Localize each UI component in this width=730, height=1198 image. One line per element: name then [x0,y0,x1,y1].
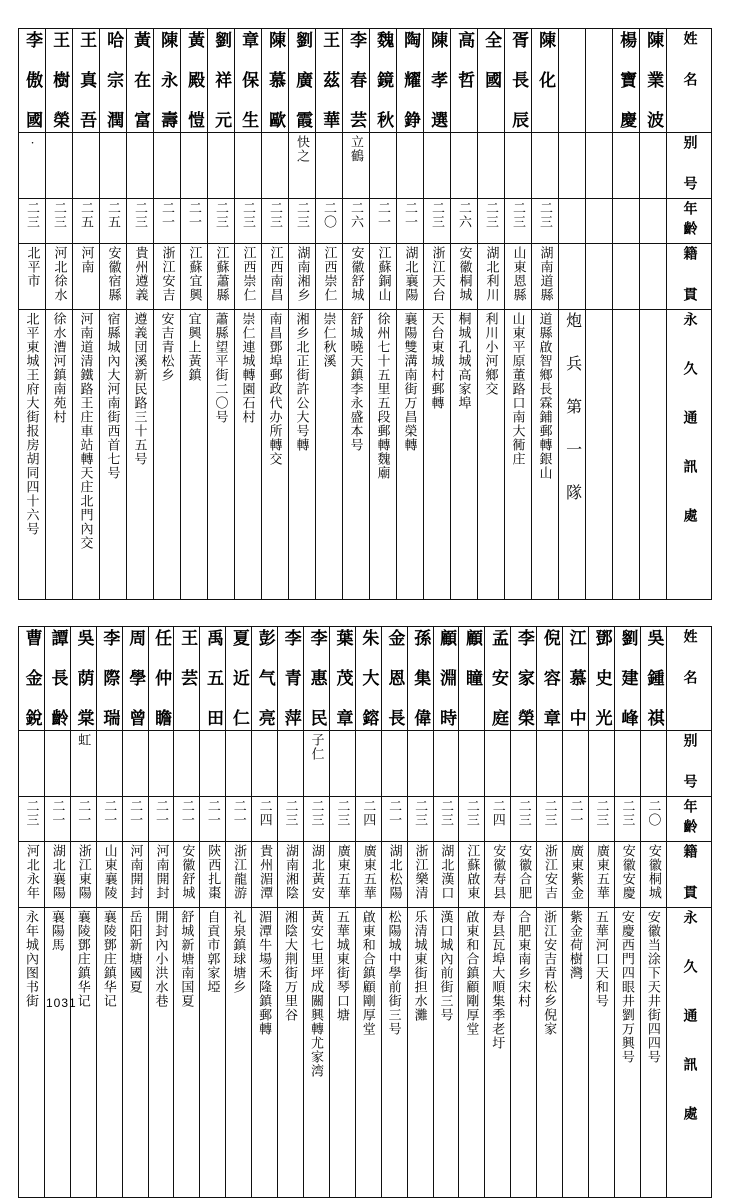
column-header-alias: 别 号 [667,133,712,199]
cell-origin: 江西崇仁 [235,244,262,310]
cell-age: 二一 [226,797,252,842]
column-header-address: 永 久 通 訊 處 [667,310,712,600]
cell-age: 二〇 [316,199,343,244]
cell-alias [478,133,505,199]
cell-alias [588,731,614,797]
table-row [19,797,712,842]
cell-age: 二六 [343,199,370,244]
table-row [19,731,712,797]
cell-origin: 江蘇銅山 [370,244,397,310]
cell-origin: 廣東五華 [329,842,355,908]
cell-origin: 安徽寿县 [485,842,511,908]
cell-alias [252,731,278,797]
cell-alias: 子仁 [303,731,329,797]
cell-address: 紫金荷樹灣 [563,908,589,1198]
cell-name: 胥 長 辰 [505,29,532,133]
cell-age: 二三 [407,797,433,842]
cell-alias [148,731,174,797]
column-header-age: 年齡 [667,199,712,244]
cell-origin: 江蘇宜興 [181,244,208,310]
cell-blank [586,133,613,199]
table-row [19,29,712,133]
cell-name: 陳 慕 歐 [262,29,289,133]
cell-name: 禹 五 田 [200,627,226,731]
cell-age: 二三 [588,797,614,842]
cell-name: 陳 孝 選 [424,29,451,133]
cell-alias [154,133,181,199]
cell-age: 二一 [96,797,122,842]
cell-origin: 河北徐水 [46,244,73,310]
cell-name: 陳 化 [532,29,559,133]
cell-origin: 湖南道縣 [532,244,559,310]
cell-address: 道縣啟智鄉長霖鋪郵轉銀山 [532,310,559,600]
table-row [19,133,712,199]
cell-alias [407,731,433,797]
cell-alias: 快之 [289,133,316,199]
register-table-bottom [18,626,712,1198]
cell-origin: 安徽舒城 [343,244,370,310]
cell-name: 黃 在 富 [127,29,154,133]
cell-alias [127,133,154,199]
cell-origin: 廣東五華 [355,842,381,908]
cell-address: 五華河口天和号 [588,908,614,1198]
column-header-name: 姓 名 [667,627,712,731]
cell-name: 全 國 [478,29,505,133]
cell-tail-name [613,244,640,310]
cell-address: 浙江安吉青松乡倪家 [537,908,563,1198]
cell-origin: 湖北漢口 [433,842,459,908]
cell-alias: 立鶴 [343,133,370,199]
cell-name: 王 芸 [174,627,200,731]
cell-name: 魏 鏡 秋 [370,29,397,133]
cell-origin: 江西崇仁 [316,244,343,310]
cell-origin: 江西南昌 [262,244,289,310]
cell-alias [614,731,640,797]
cell-alias [433,731,459,797]
cell-address: 湄潭牛場禾隆鎮郵轉 [252,908,278,1198]
cell-blank [586,310,613,600]
cell-address: 岳阳新塘國夏 [122,908,148,1198]
cell-address: 山東平原董路口南大衕庄 [505,310,532,600]
cell-alias [537,731,563,797]
cell-name: 彭 气 亮 [252,627,278,731]
cell-age: 二三 [537,797,563,842]
cell-address: 黃安七里坪成關興轉尤家湾 [303,908,329,1198]
cell-origin: 浙江龍游 [226,842,252,908]
cell-origin: 貴州湄潭 [252,842,278,908]
cell-tail-name [613,310,640,600]
cell-age: 二一 [397,199,424,244]
cell-origin: 河南開封 [148,842,174,908]
cell-name: 章 保 生 [235,29,262,133]
cell-alias [424,133,451,199]
cell-alias [208,133,235,199]
cell-address: 開封內小洪水巷 [148,908,174,1198]
cell-unit-spacer [559,29,586,133]
cell-age: 二三 [303,797,329,842]
cell-alias [316,133,343,199]
cell-name: 金 恩 長 [381,627,407,731]
cell-address: 桐城孔城高家埠 [451,310,478,600]
cell-age: 二一 [174,797,200,842]
cell-alias [226,731,252,797]
cell-age: 二三 [127,199,154,244]
cell-age: 二一 [44,797,70,842]
cell-origin: 安徽桐城 [451,244,478,310]
cell-address: 寿县瓦埠大順集季老圩 [485,908,511,1198]
cell-name: 曹 金 銳 [19,627,45,731]
cell-address: 河南道清鐵路王庄車站轉天庄北門內交 [73,310,100,600]
cell-name: 倪 容 章 [537,627,563,731]
cell-origin: 湖北襄陽 [397,244,424,310]
cell-origin: 浙江安吉 [537,842,563,908]
column-header-alias: 别 号 [667,731,712,797]
cell-name: 陳 永 壽 [154,29,181,133]
cell-tail-name [640,244,667,310]
cell-address: 乐清城東街担水灘 [407,908,433,1198]
cell-address: 崇仁秋溪 [316,310,343,600]
cell-name: 鄧 史 光 [588,627,614,731]
cell-unit: 炮 兵 第 一 隊 [559,310,586,600]
cell-name: 王 真 吾 [73,29,100,133]
cell-address: 合肥東南乡宋村 [511,908,537,1198]
cell-alias [451,133,478,199]
cell-name: 譚 長 齡 [44,627,70,731]
table-row [19,199,712,244]
cell-origin: 安徽桐城 [640,842,666,908]
cell-name: 任 仲 瞻 [148,627,174,731]
cell-age: 二三 [478,199,505,244]
cell-address: 自貢市郭家埡 [200,908,226,1198]
cell-name: 劉 建 峰 [614,627,640,731]
cell-origin: 廣東五華 [588,842,614,908]
cell-name: 夏 近 仁 [226,627,252,731]
register-table-top [18,28,712,600]
cell-unit-spacer [559,133,586,199]
cell-address: 永年城內图书街 [19,908,45,1198]
cell-name: 孟 安 庭 [485,627,511,731]
cell-age: 二六 [451,199,478,244]
cell-alias [122,731,148,797]
cell-name: 李 惠 民 [303,627,329,731]
cell-tail-name: 陳 業 波 [640,29,667,133]
cell-age: 二三 [46,199,73,244]
cell-origin: 湖北襄陽 [44,842,70,908]
cell-origin: 河南 [73,244,100,310]
cell-age: 二三 [329,797,355,842]
cell-age: 二三 [208,199,235,244]
cell-alias [73,133,100,199]
cell-name: 顧 瞳 [459,627,485,731]
cell-origin: 浙江樂清 [407,842,433,908]
cell-name: 黃 殿 愷 [181,29,208,133]
cell-name: 吳 鍾 祺 [640,627,666,731]
cell-address: 天台東城村郵轉 [424,310,451,600]
table-separator [18,600,712,626]
cell-blank [586,244,613,310]
cell-origin: 湖北利川 [478,244,505,310]
cell-address: 徐州七十五里五段郵轉魏廟 [370,310,397,600]
cell-address: 徐水漕河鎮南苑村 [46,310,73,600]
cell-origin: 湖北黃安 [303,842,329,908]
cell-alias [200,731,226,797]
cell-address: 啟東和合鎮顧剛厚堂 [459,908,485,1198]
cell-address: 湘陰大荆街万里谷 [278,908,304,1198]
cell-name: 高 哲 [451,29,478,133]
cell-address: 湘乡北正街許公大号轉 [289,310,316,600]
cell-origin: 浙江安吉 [154,244,181,310]
column-header-age: 年齡 [667,797,712,842]
cell-origin: 北平市 [19,244,46,310]
folio-number: 1031 [46,996,77,1010]
cell-age: 二三 [614,797,640,842]
cell-age: 二五 [73,199,100,244]
cell-address: 安慶西門四眼井劉万興号 [614,908,640,1198]
cell-age: 二一 [122,797,148,842]
cell-alias: · [19,133,46,199]
cell-origin: 河南開封 [122,842,148,908]
cell-name: 孫 集 偉 [407,627,433,731]
cell-origin: 浙江東陽 [70,842,96,908]
cell-name: 王 樹 榮 [46,29,73,133]
cell-tail-name: 楊 寶 慶 [613,29,640,133]
cell-alias: 虹 [70,731,96,797]
cell-address: 啟東和合鎮顧剛厚堂 [355,908,381,1198]
cell-alias [181,133,208,199]
cell-alias [44,731,70,797]
cell-address: 宜興上黃鎮 [181,310,208,600]
table-row [19,627,712,731]
cell-age: 二三 [278,797,304,842]
cell-age: 二四 [252,797,278,842]
table-row [19,908,712,1198]
cell-origin: 安徽宿縣 [100,244,127,310]
cell-name: 李 際 瑞 [96,627,122,731]
cell-age: 二一 [370,199,397,244]
column-header-address: 永 久 通 訊 處 [667,908,712,1198]
cell-name: 顧 淵 時 [433,627,459,731]
cell-address: 襄陵鄧庄鎮华记 [70,908,96,1198]
cell-age: 二一 [381,797,407,842]
cell-alias [278,731,304,797]
cell-tail-name [640,310,667,600]
cell-address: 蕭縣望平街二〇号 [208,310,235,600]
cell-address: 宿縣城內大河南街西首七号 [100,310,127,600]
cell-name: 吳 荫 棠 [70,627,96,731]
cell-name: 劉 廣 霞 [289,29,316,133]
table-row [19,310,712,600]
cell-age: 二三 [424,199,451,244]
cell-age: 二一 [563,797,589,842]
cell-name: 王 茲 華 [316,29,343,133]
cell-name: 朱 大 鎔 [355,627,381,731]
cell-unit-spacer [559,199,586,244]
cell-age: 二三 [532,199,559,244]
cell-alias [485,731,511,797]
cell-address: 遵義団溪新民路三十五号 [127,310,154,600]
cell-origin: 江蘇蕭縣 [208,244,235,310]
cell-origin: 湖南湘陰 [278,842,304,908]
cell-name: 江 慕 中 [563,627,589,731]
cell-address: 崇仁連城轉園石村 [235,310,262,600]
column-header-name: 姓 名 [667,29,712,133]
cell-tail-name [613,199,640,244]
cell-address: 漢口城內前街三号 [433,908,459,1198]
cell-alias [505,133,532,199]
cell-age: 二三 [262,199,289,244]
cell-age: 二一 [70,797,96,842]
cell-name: 劉 祥 元 [208,29,235,133]
cell-alias [381,731,407,797]
cell-origin: 湖北松陽 [381,842,407,908]
cell-alias [174,731,200,797]
cell-alias [563,731,589,797]
cell-address: 礼泉鎮球塘乡 [226,908,252,1198]
cell-age: 二三 [505,199,532,244]
table-row [19,244,712,310]
cell-alias [329,731,355,797]
cell-age: 二三 [289,199,316,244]
cell-address: 利川小河鄉交 [478,310,505,600]
cell-alias [370,133,397,199]
cell-age: 二四 [355,797,381,842]
cell-name: 哈 宗 潤 [100,29,127,133]
cell-address: 襄陵鄧庄鎮华记 [96,908,122,1198]
cell-age: 二三 [235,199,262,244]
cell-origin: 安徽合肥 [511,842,537,908]
cell-age: 二三 [433,797,459,842]
cell-alias [46,133,73,199]
cell-age: 二三 [19,199,46,244]
cell-alias [459,731,485,797]
cell-name: 李 青 萍 [278,627,304,731]
cell-age: 二三 [511,797,537,842]
cell-blank [586,199,613,244]
cell-alias [96,731,122,797]
cell-alias [355,731,381,797]
cell-tail-name [613,133,640,199]
cell-origin: 山東襄陵 [96,842,122,908]
cell-address: 舒城新塘南国夏 [174,908,200,1198]
cell-origin: 貴州遵義 [127,244,154,310]
cell-name: 李 春 芸 [343,29,370,133]
cell-address: 五華城東街琴口塘 [329,908,355,1198]
cell-age: 二一 [148,797,174,842]
cell-origin: 山東恩縣 [505,244,532,310]
cell-age: 二四 [485,797,511,842]
cell-address: 安吉青松乡 [154,310,181,600]
cell-address: 舒城曉天鎮李永盛本号 [343,310,370,600]
column-header-origin: 籍 貫 [667,244,712,310]
cell-tail-name [640,133,667,199]
cell-age: 二一 [181,199,208,244]
cell-age: 二三 [459,797,485,842]
cell-origin: 江蘇啟東 [459,842,485,908]
cell-name: 李 傲 國 [19,29,46,133]
cell-origin: 河北永年 [19,842,45,908]
cell-age: 二一 [200,797,226,842]
cell-alias [262,133,289,199]
cell-address: 襄陽馬 [44,908,70,1198]
column-header-origin: 籍 貫 [667,842,712,908]
cell-unit-spacer [559,244,586,310]
cell-origin: 湖南湘乡 [289,244,316,310]
table-row [19,842,712,908]
cell-origin: 安徽舒城 [174,842,200,908]
cell-age: 二一 [154,199,181,244]
cell-name: 周 學 曾 [122,627,148,731]
cell-alias [640,731,666,797]
cell-age: 二五 [100,199,127,244]
cell-name: 陶 耀 錚 [397,29,424,133]
cell-tail-name [640,199,667,244]
cell-address: 安徽当涂下天井街四四号 [640,908,666,1198]
cell-origin: 安徽安慶 [614,842,640,908]
cell-age: 二三 [19,797,45,842]
cell-alias [235,133,262,199]
cell-address: 北平東城王府大街报房胡同四十六号 [19,310,46,600]
cell-name: 李 家 榮 [511,627,537,731]
cell-address: 襄陽雙溝南街万昌榮轉 [397,310,424,600]
cell-address: 南昌鄧埠郵政代办所轉交 [262,310,289,600]
cell-origin: 陝西扎棗 [200,842,226,908]
cell-age: 二〇 [640,797,666,842]
cell-alias [19,731,45,797]
cell-address: 松陽城中學前街三号 [381,908,407,1198]
cell-origin: 廣東紫金 [563,842,589,908]
cell-blank [586,29,613,133]
cell-name: 葉 茂 章 [329,627,355,731]
cell-origin: 浙江天台 [424,244,451,310]
cell-alias [532,133,559,199]
cell-alias [100,133,127,199]
cell-alias [397,133,424,199]
cell-alias [511,731,537,797]
